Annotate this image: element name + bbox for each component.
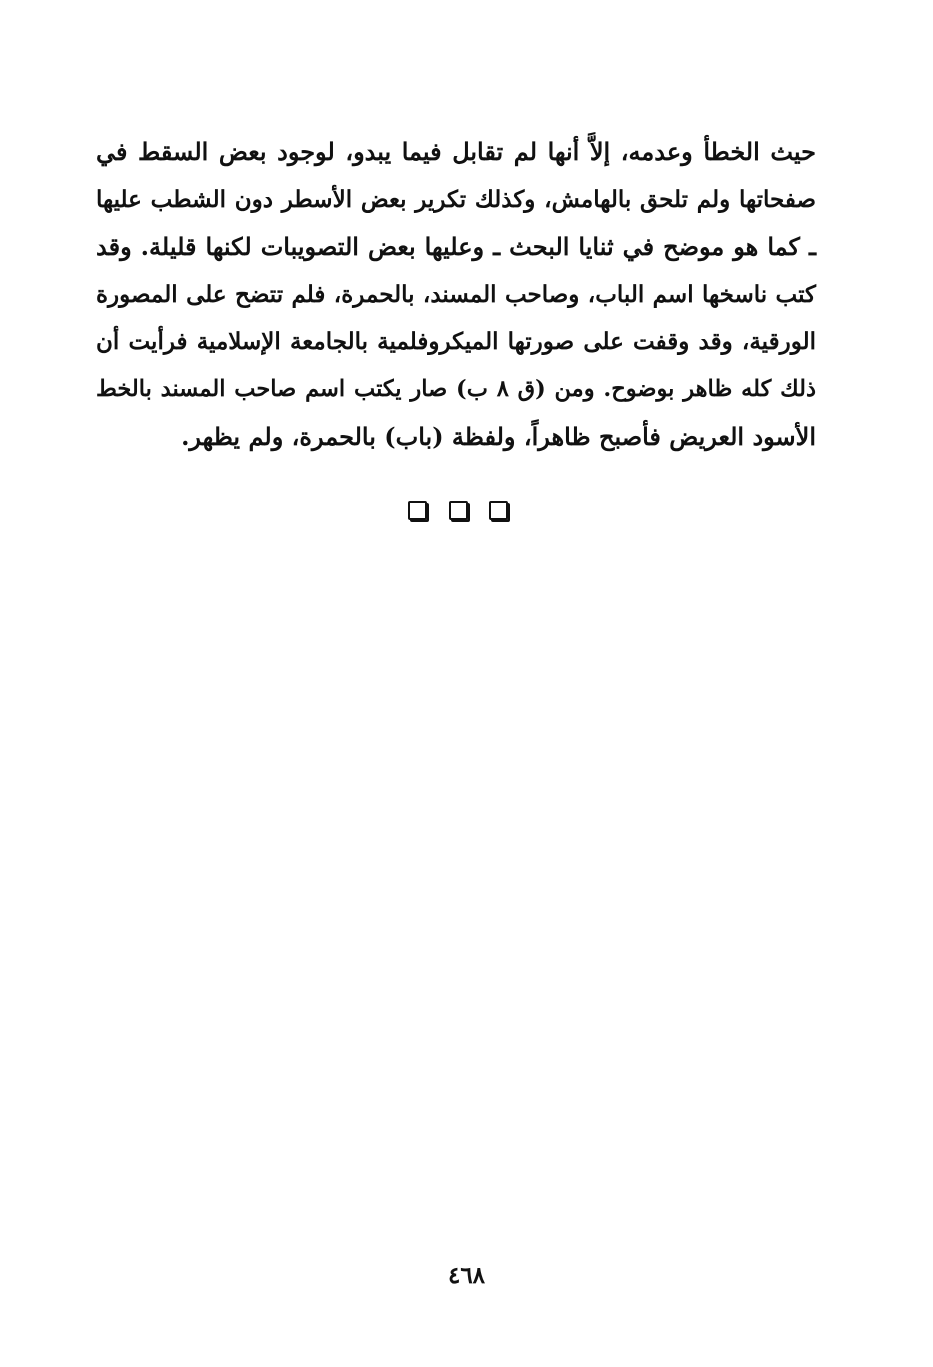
- paragraph-line: ذلك كله ظاهر بوضوح. ومن (ق ٨ ب) صار يكتب اسم صاحب المسند بالخط: [96, 375, 816, 402]
- paragraph-line: كتب ناسخها اسم الباب، وصاحب المسند، بالحمرة، فلم تتضح على المصورة: [96, 280, 816, 308]
- paragraph-line: حيث الخطأ وعدمه، إلاَّ أنها لم تقابل فيما يبدو، لوجود بعض السقط في: [96, 137, 816, 166]
- square-ornament-icon: [408, 501, 427, 520]
- square-ornament-icon: [449, 501, 468, 520]
- section-separator: [408, 497, 508, 523]
- square-ornament-icon: [489, 501, 508, 520]
- page-number: ٤٦٨: [447, 1262, 486, 1289]
- body-paragraph: [96, 128, 816, 461]
- paragraph-line: صفحاتها ولم تلحق بالهامش، وكذلك تكرير بعض الأسطر دون الشطب عليها: [96, 185, 816, 213]
- paragraph-line: الأسود العريض فأصبح ظاهراً، ولفظة (باب) بالحمرة، ولم يظهر.: [181, 422, 816, 451]
- paragraph-line: الورقية، وقد وقفت على صورتها الميكروفلمية بالجامعة الإسلامية فرأيت أن: [96, 328, 816, 355]
- paragraph-line: ـ كما هو موضح في ثنايا البحث ـ وعليها بعض التصويبات لكنها قليلة. وقد: [96, 232, 816, 261]
